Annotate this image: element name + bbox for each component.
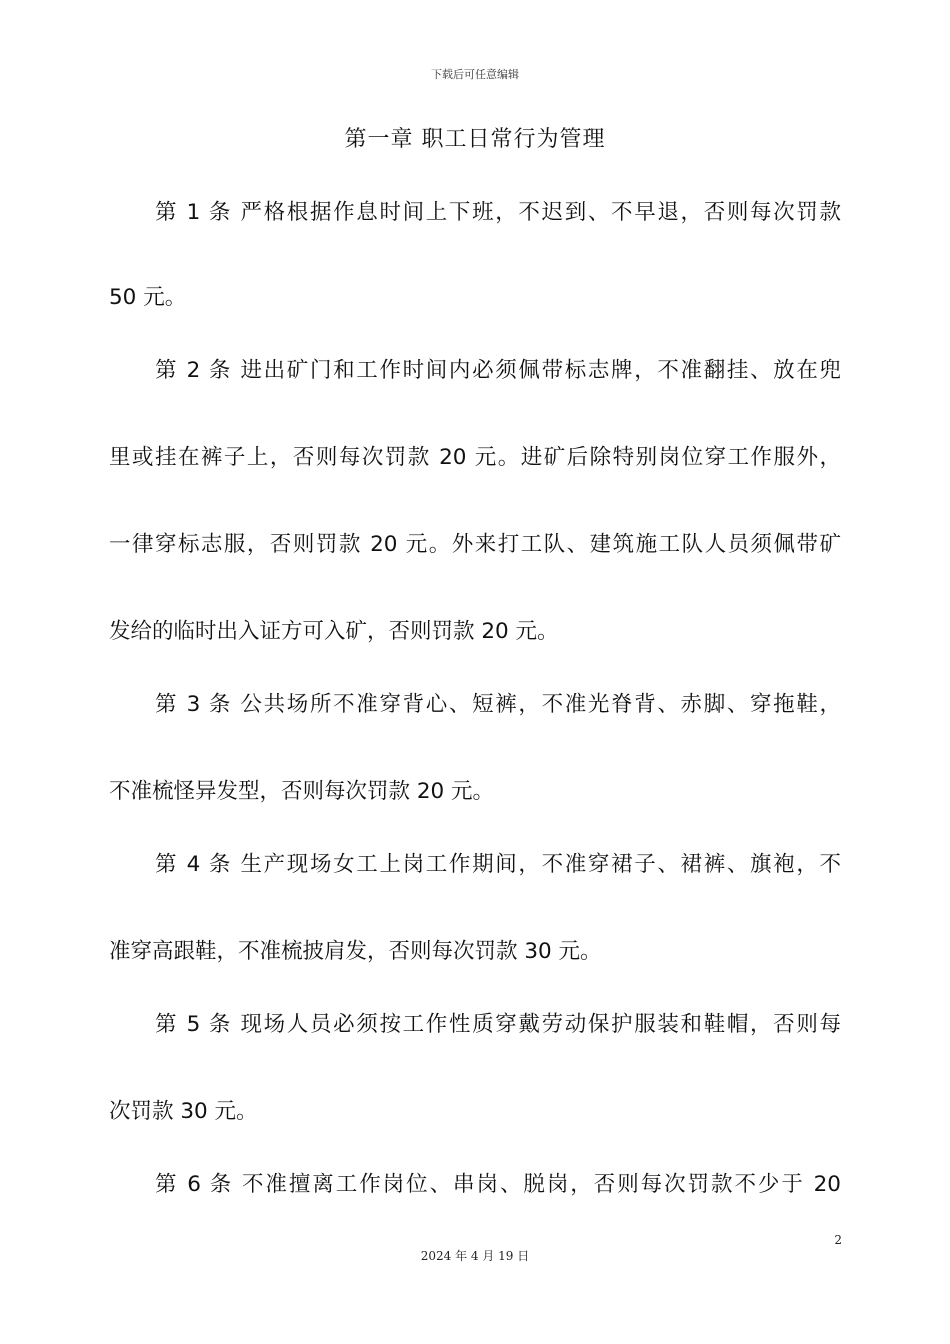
article-4-line-1: 第 4 条 生产现场女工上岗工作期间，不准穿裙子、裙裤、旗袍，不 [155, 852, 841, 877]
article-6-line-1: 第 6 条 不准擅离工作岗位、串岗、脱岗，否则每次罚款不少于 20 [155, 1172, 841, 1197]
header-note: 下载后可任意编辑 [431, 68, 519, 81]
article-1-line-1: 第 1 条 严格根据作息时间上下班，不迟到、不早退，否则每次罚款 [155, 200, 841, 225]
article-4-line-2: 准穿高跟鞋，不准梳披肩发，否则每次罚款 30 元。 [109, 939, 602, 964]
article-5-line-1: 第 5 条 现场人员必须按工作性质穿戴劳动保护服装和鞋帽，否则每 [155, 1012, 841, 1037]
footer-date: 2024 年 4 月 19 日 [420, 1249, 530, 1263]
article-1-line-2: 50 元。 [109, 285, 187, 310]
chapter-title: 第一章 职工日常行为管理 [344, 127, 606, 152]
article-2-line-4: 发给的临时出入证方可入矿，否则罚款 20 元。 [109, 619, 559, 644]
article-2-line-2: 里或挂在裤子上，否则每次罚款 20 元。进矿后除特别岗位穿工作服外， [109, 445, 841, 470]
article-5-line-2: 次罚款 30 元。 [109, 1099, 258, 1124]
article-3-line-1: 第 3 条 公共场所不准穿背心、短裤，不准光脊背、赤脚、穿拖鞋， [155, 692, 841, 717]
article-2-line-3: 一律穿标志服，否则罚款 20 元。外来打工队、建筑施工队人员须佩带矿 [109, 532, 841, 557]
page-number: 2 [834, 1233, 842, 1247]
article-2-line-1: 第 2 条 进出矿门和工作时间内必须佩带标志牌，不准翻挂、放在兜 [155, 358, 841, 383]
article-3-line-2: 不准梳怪异发型，否则每次罚款 20 元。 [109, 779, 495, 804]
